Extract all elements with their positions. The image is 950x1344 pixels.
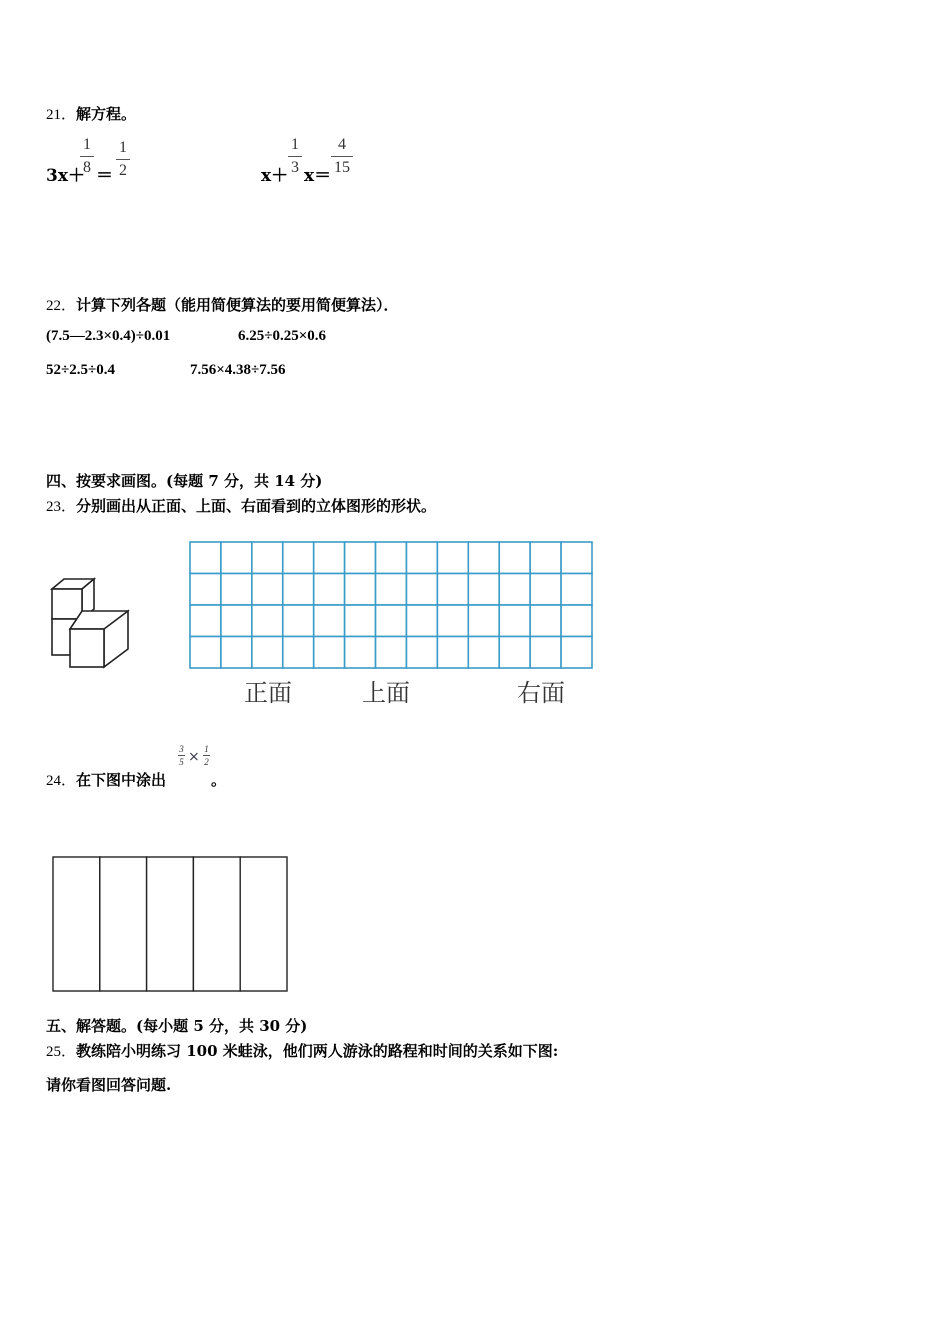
fraction-denominator: 5: [179, 757, 184, 767]
grid-cell[interactable]: [221, 637, 252, 669]
grid-cell[interactable]: [530, 574, 561, 606]
grid-cell[interactable]: [561, 605, 592, 637]
q24-fraction-a: [178, 744, 185, 767]
q24-number: 24．: [46, 773, 77, 789]
q21-eq1-equals: ＝: [96, 166, 113, 186]
grid-cell[interactable]: [499, 542, 530, 574]
grid-cell[interactable]: [561, 574, 592, 606]
fraction-numerator: 1: [204, 744, 209, 754]
grid-cell[interactable]: [530, 542, 561, 574]
grid-cell[interactable]: [345, 542, 376, 574]
fraction-denominator: 3: [291, 159, 299, 176]
grid-cell[interactable]: [345, 574, 376, 606]
grid-cell[interactable]: [190, 605, 221, 637]
q22-title: 计算下列各题（能用简便算法的要用简便算法）．: [76, 296, 399, 314]
q22-expr-4: 7.56×4.38÷7.56: [190, 362, 286, 378]
q21-heading: [46, 103, 136, 124]
q22-expr-2: 6.25÷0.25×0.6: [238, 328, 327, 344]
q21-eq2-fraction-2: [331, 136, 353, 177]
rectangle-part[interactable]: [147, 857, 194, 991]
cube-front-right-front: [70, 629, 104, 667]
grid-cell[interactable]: [283, 574, 314, 606]
grid-cell[interactable]: [499, 574, 530, 606]
q22-number: 22．: [46, 298, 77, 314]
grid-label-top: 上面: [362, 679, 410, 707]
fraction-denominator: 15: [334, 159, 350, 176]
grid-cell[interactable]: [252, 574, 283, 606]
rectangle-part[interactable]: [100, 857, 147, 991]
fraction-numerator: 1: [83, 136, 91, 153]
fraction-bar: [178, 755, 185, 756]
q21-eq2-lead: x＋: [261, 166, 289, 186]
grid-cell[interactable]: [376, 637, 407, 669]
q21-eq1-fraction-1: [80, 136, 94, 177]
q21-eq1-lead: 3x＋: [46, 166, 85, 186]
q24-title: 在下图中涂出: [76, 771, 167, 789]
fraction-denominator: 8: [83, 159, 91, 176]
q23-title: 分别画出从正面、上面、右面看到的立体图形的形状。: [76, 497, 437, 515]
grid-cell[interactable]: [283, 605, 314, 637]
grid-cell[interactable]: [530, 605, 561, 637]
grid-cell[interactable]: [314, 637, 345, 669]
fraction-numerator: 1: [119, 139, 127, 156]
q21-title: 解方程。: [76, 105, 137, 123]
grid-cell[interactable]: [468, 637, 499, 669]
grid-cell[interactable]: [468, 605, 499, 637]
grid-cell[interactable]: [283, 637, 314, 669]
q25-title: 教练陪小明练习 100 米蛙泳，他们两人游泳的路程和时间的关系如下图:: [76, 1042, 559, 1060]
grid-cell[interactable]: [437, 605, 468, 637]
grid-cell[interactable]: [252, 637, 283, 669]
q24-heading: [46, 769, 166, 790]
q21-eq1-fraction-2: [116, 139, 130, 180]
grid-cell[interactable]: [499, 637, 530, 669]
q24-fraction-b: [203, 744, 210, 767]
q21-eq2-fraction-1: [288, 136, 302, 177]
grid-cell[interactable]: [561, 637, 592, 669]
q23-number: 23．: [46, 499, 77, 515]
rectangle-part[interactable]: [193, 857, 240, 991]
cube-top-front: [52, 589, 82, 619]
grid-cell[interactable]: [468, 542, 499, 574]
fraction-bar: [288, 156, 302, 157]
grid-cell[interactable]: [314, 542, 345, 574]
fraction-numerator: 3: [179, 744, 184, 754]
grid-cell[interactable]: [190, 542, 221, 574]
grid-cell[interactable]: [406, 605, 437, 637]
fraction-denominator: 2: [119, 162, 127, 179]
q24-times-sign: ×: [188, 749, 200, 765]
grid-cell[interactable]: [252, 542, 283, 574]
cube-figure: [46, 575, 136, 670]
drawing-grid[interactable]: [189, 541, 593, 669]
q25-subtitle: 请你看图回答问题.: [46, 1076, 172, 1094]
grid-cell[interactable]: [345, 637, 376, 669]
grid-cell[interactable]: [406, 542, 437, 574]
grid-cell[interactable]: [314, 605, 345, 637]
grid-cell[interactable]: [190, 637, 221, 669]
q22-expr-3: 52÷2.5÷0.4: [46, 362, 115, 378]
section-5-title: 五、解答题。(每小题 5 分，共 30 分): [46, 1017, 308, 1035]
grid-cell[interactable]: [376, 605, 407, 637]
shading-rectangle[interactable]: [52, 856, 288, 992]
grid-cell[interactable]: [530, 637, 561, 669]
fraction-denominator: 2: [204, 757, 209, 767]
grid-label-right: 右面: [517, 679, 565, 707]
q21-number: 21．: [46, 107, 77, 123]
grid-cell[interactable]: [345, 605, 376, 637]
grid-cell[interactable]: [376, 574, 407, 606]
grid-cell[interactable]: [437, 637, 468, 669]
fraction-bar: [116, 159, 130, 160]
grid-cell[interactable]: [221, 574, 252, 606]
q25-heading: [46, 1040, 558, 1061]
section-4-title: 四、按要求画图。(每题 7 分，共 14 分): [46, 472, 323, 490]
rectangle-part[interactable]: [240, 857, 287, 991]
grid-cell[interactable]: [406, 574, 437, 606]
grid-label-front: 正面: [244, 679, 292, 707]
grid-cell[interactable]: [437, 574, 468, 606]
grid-cell[interactable]: [468, 574, 499, 606]
grid-cell[interactable]: [314, 574, 345, 606]
q22-expr-1: (7.5—2.3×0.4)÷0.01: [46, 328, 171, 344]
grid-cell[interactable]: [190, 574, 221, 606]
grid-cell[interactable]: [561, 542, 592, 574]
fraction-numerator: 1: [291, 136, 299, 153]
grid-cell[interactable]: [499, 605, 530, 637]
q23-heading: [46, 495, 436, 516]
fraction-bar: [331, 156, 353, 157]
grid-cell[interactable]: [283, 542, 314, 574]
grid-cell[interactable]: [437, 542, 468, 574]
fraction-numerator: 4: [338, 136, 346, 153]
fraction-bar: [80, 156, 94, 157]
grid-cell[interactable]: [252, 605, 283, 637]
q24-suffix: 。: [211, 771, 227, 789]
grid-cell[interactable]: [376, 542, 407, 574]
grid-cell[interactable]: [221, 605, 252, 637]
rectangle-part[interactable]: [53, 857, 100, 991]
fraction-bar: [203, 755, 210, 756]
q25-number: 25．: [46, 1044, 77, 1060]
q21-eq2-mid: x＝: [304, 166, 332, 186]
grid-cell[interactable]: [406, 637, 437, 669]
grid-cell[interactable]: [221, 542, 252, 574]
q22-heading: [46, 294, 399, 315]
